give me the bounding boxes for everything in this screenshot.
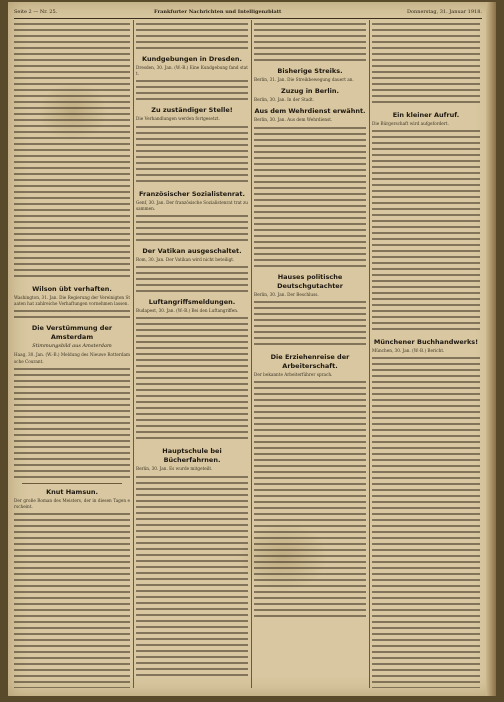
article-headline: Münchener Buchhandwerks! xyxy=(373,338,479,347)
article-subhead: Stimmungsbild aus Amsterdam xyxy=(32,343,112,350)
column-3 xyxy=(254,21,366,688)
article-headline: Zu zuständiger Stelle! xyxy=(151,106,233,115)
article-headline: Kundgebungen in Dresden. xyxy=(142,55,242,63)
text-block xyxy=(136,266,248,294)
masthead xyxy=(14,8,482,17)
article-text: Die Verhandlungen werden fortgesetzt. xyxy=(136,116,220,122)
column-2 xyxy=(136,21,248,688)
article-text: Washington, 31. Jan. Die Regierung der Vereinigten Staaten hat zahlreiche Verhaftungen vornehmen lassen. xyxy=(14,295,130,307)
article-headline: Aus dem Wehrdienst erwähnt. xyxy=(254,107,366,116)
text-block xyxy=(136,476,248,676)
text-block xyxy=(254,301,366,349)
text-block xyxy=(254,127,366,269)
column-1 xyxy=(14,21,130,688)
article-headline: Knut Hamsun. xyxy=(46,487,98,496)
article-headline: Wilson übt verhaften. xyxy=(32,285,112,293)
text-block xyxy=(136,80,248,102)
article-text: Budapest, 30. Jan. (W.-B.) Bei den Luftangriffen. xyxy=(136,308,239,314)
article-text: Die Bürgerschaft wird aufgefordert. xyxy=(372,121,449,126)
column-rule xyxy=(251,20,252,688)
article-text: München, 30. Jan. (W.-B.) Bericht. xyxy=(372,348,445,354)
text-block xyxy=(372,357,480,688)
text-block xyxy=(14,513,130,688)
text-block xyxy=(372,130,480,334)
article-text: Berlin, 30. Jan. Der Beschluss. xyxy=(254,291,319,297)
text-block xyxy=(372,23,480,107)
text-block xyxy=(136,317,248,443)
article-headline: Der Vatikan ausgeschaltet. xyxy=(142,247,242,256)
article-text: Berlin, 30. Jan. Aus dem Wehrdienst. xyxy=(254,117,333,123)
newspaper-page xyxy=(8,2,496,696)
article-text: Der bekannte Arbeiterführer sprach. xyxy=(254,371,333,377)
page-number: Seite 2 — Nr. 25. xyxy=(14,9,58,15)
article-headline: Bisherige Streiks. xyxy=(277,67,343,75)
article-headline: Zuzug in Berlin. xyxy=(281,87,339,96)
text-block xyxy=(14,368,130,480)
article-headline: Die Erziehenreise der Arbeiterschaft. xyxy=(270,352,350,370)
issue-date: Donnerstag, 31. Januar 1918. xyxy=(407,9,482,15)
column-rule xyxy=(369,20,370,688)
column-rule xyxy=(133,20,134,688)
text-block xyxy=(136,215,248,243)
page-edge xyxy=(486,2,496,696)
column-4 xyxy=(372,21,480,688)
text-block xyxy=(136,126,248,186)
article-headline: Ein kleiner Aufruf. xyxy=(392,111,460,119)
article-text: Dresden, 30. Jan. (W.-B.) Eine Kundgebung fand statt. xyxy=(136,65,248,77)
article-text: Berlin, 31. Jan. Die Streikbewegung dauert an. xyxy=(254,77,354,82)
text-block xyxy=(254,23,366,63)
article-headline: Hauses politische Deutschgutachter xyxy=(277,272,343,290)
article-text: Berlin, 30. Jan. Es wurde mitgeteilt. xyxy=(136,466,213,472)
text-block xyxy=(14,310,130,320)
text-block xyxy=(14,23,130,281)
article-text: Rom, 30. Jan. Der Vatikan wird nicht beteiligt. xyxy=(136,257,235,263)
article-text: Berlin, 30. Jan. In der Stadt. xyxy=(254,97,315,103)
article-text: Genf, 30. Jan. Der französische Sozialistenrat trat zusammen. xyxy=(136,199,248,211)
article-separator xyxy=(22,483,122,484)
article-headline: Hauptschule bei Bücherfahrnen. xyxy=(162,447,222,465)
newspaper-title: Frankfurter Nachrichten und Intelligenzblatt xyxy=(154,9,282,15)
article-headline: Luftangriffsmeldungen. xyxy=(148,298,236,307)
article-text: Der große Roman des Meisters, der in diesen Tagen erscheint. xyxy=(14,497,130,510)
text-block xyxy=(136,23,248,51)
article-headline: Die Verstümmung der Amsterdam xyxy=(31,324,113,342)
article-text: Haag, 30. Jan. (W.-B.) Meldung des Nieuwe Rotterdamsche Courant. xyxy=(14,352,130,364)
text-block xyxy=(254,381,366,621)
article-headline: Französischer Sozialistenrat. xyxy=(139,189,245,198)
masthead-rule xyxy=(14,18,482,19)
